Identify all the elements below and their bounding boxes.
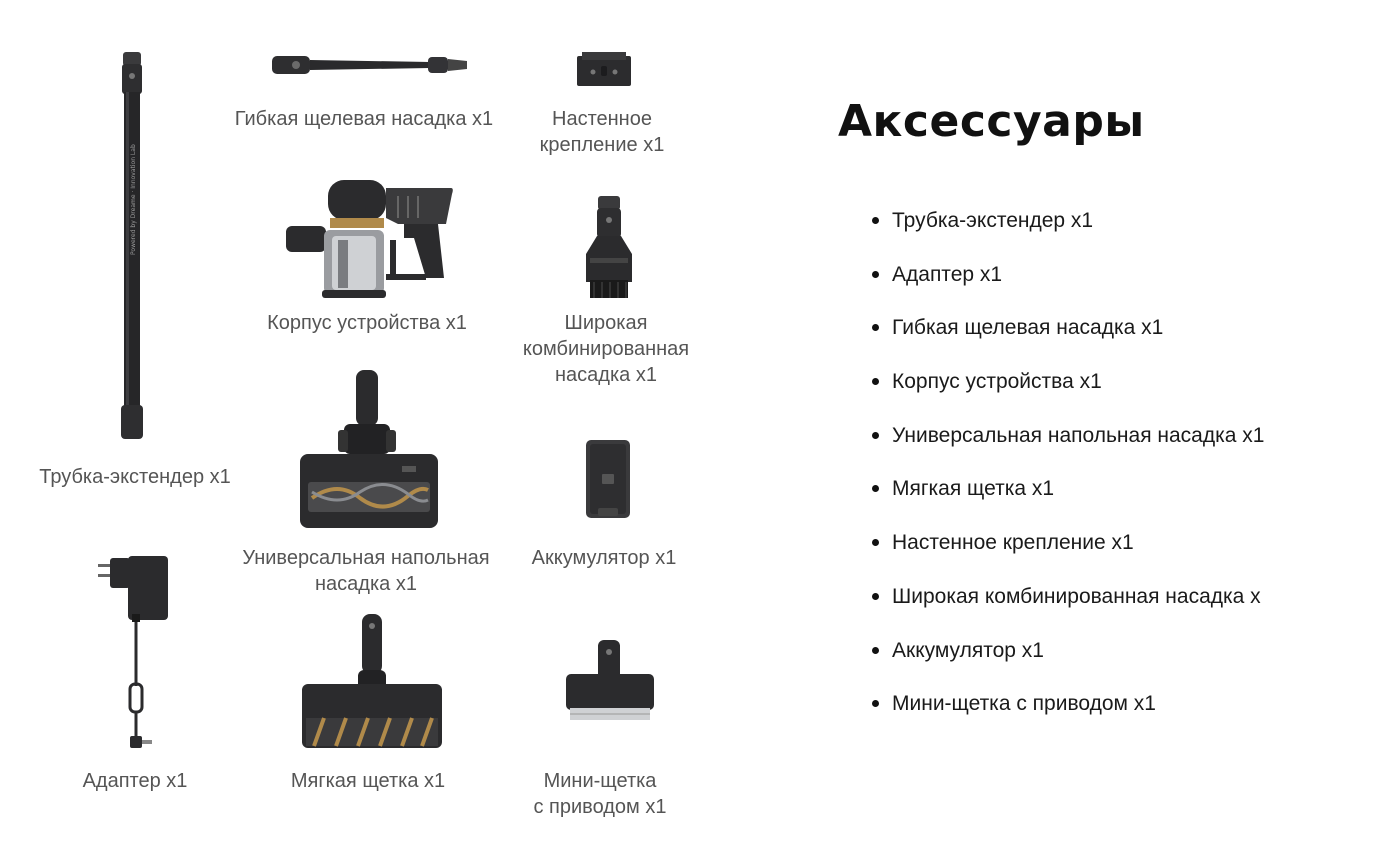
list-item: Мини-щетка с приводом x1 <box>870 679 1264 733</box>
bullet-icon <box>872 271 879 278</box>
bullet-icon <box>872 647 879 654</box>
bullet-icon <box>872 217 879 224</box>
bullet-icon <box>872 378 879 385</box>
section-title: Аксессуары <box>838 96 1145 147</box>
caption-combo: Широкая комбинированная насадка x1 <box>522 312 690 386</box>
bullet-icon <box>872 432 879 439</box>
crevice-tool-image <box>270 50 470 80</box>
list-item: Адаптер x1 <box>870 250 1264 304</box>
caption-floor: Универсальная напольная насадка x1 <box>242 547 490 595</box>
accessories-list <box>870 196 1264 733</box>
main-body-image <box>286 178 456 300</box>
caption-mini: Мини-щетка с приводом x1 <box>533 770 667 818</box>
bullet-icon <box>872 485 879 492</box>
extender-tube-image <box>112 50 152 440</box>
battery-image <box>584 438 632 522</box>
bullet-icon <box>872 539 879 546</box>
list-item: Гибкая щелевая насадка x1 <box>870 303 1264 357</box>
list-item: Корпус устройства x1 <box>870 357 1264 411</box>
caption-adapter: Адаптер x1 <box>82 770 188 792</box>
list-item: Широкая комбинированная насадка x <box>870 572 1264 626</box>
list-item: Мягкая щетка x1 <box>870 464 1264 518</box>
bullet-icon <box>872 593 879 600</box>
combination-tool-image <box>584 196 634 300</box>
adapter-image <box>96 556 170 752</box>
tube-print: Powered by Dreame · Innovation Lab <box>130 144 137 255</box>
caption-extender: Трубка-экстендер x1 <box>39 466 231 488</box>
caption-soft: Мягкая щетка x1 <box>290 770 446 792</box>
list-item: Аккумулятор x1 <box>870 626 1264 680</box>
list-item: Трубка-экстендер x1 <box>870 196 1264 250</box>
list-item: Универсальная напольная насадка x1 <box>870 411 1264 465</box>
mini-brush-image <box>564 640 656 724</box>
caption-crevice: Гибкая щелевая насадка x1 <box>234 108 494 130</box>
caption-wall-mount: Настенное крепление x1 <box>539 108 665 156</box>
bullet-icon <box>872 700 879 707</box>
soft-brush-image <box>302 612 444 750</box>
floor-brush-image <box>298 368 440 530</box>
list-item: Настенное крепление x1 <box>870 518 1264 572</box>
bullet-icon <box>872 324 879 331</box>
wall-mount-image <box>576 52 632 88</box>
caption-battery: Аккумулятор x1 <box>531 547 677 569</box>
caption-body: Корпус устройства x1 <box>267 312 467 334</box>
